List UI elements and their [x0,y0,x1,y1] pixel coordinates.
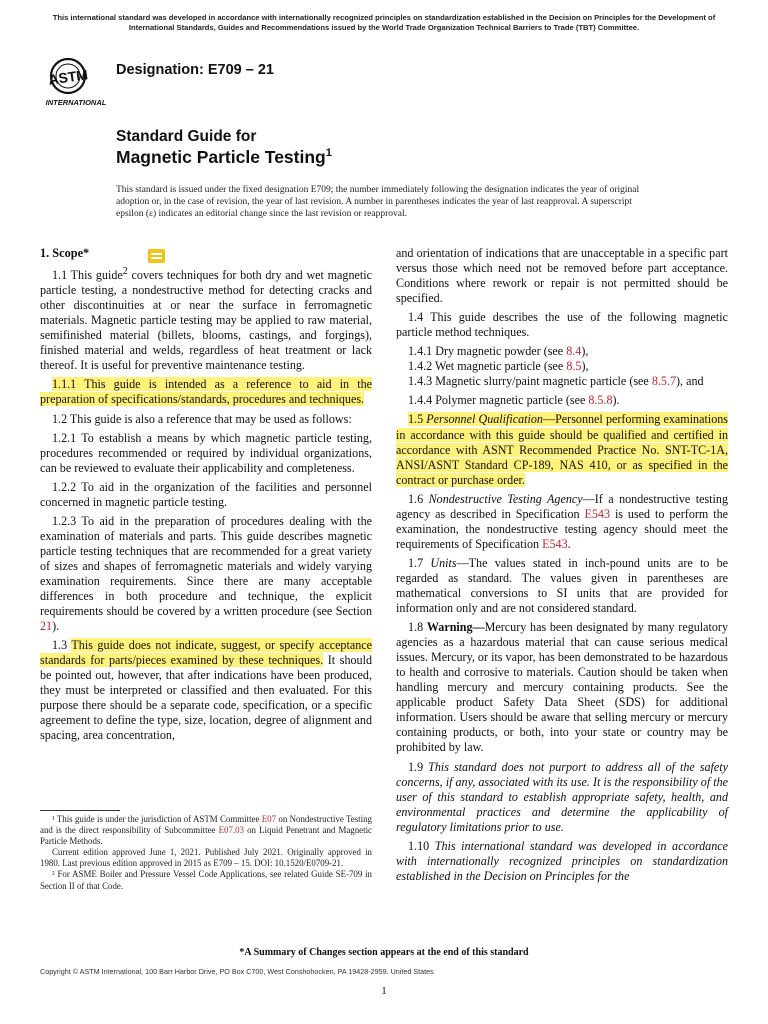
para-1-4-1: 1.4.1 Dry magnetic powder (see 8.4), [408,344,589,359]
ref-link[interactable]: 8.4 [566,344,582,359]
para-1-1: 1.1 This guide$^2$ covers techniques for both dry and wet magnetic particle testing, a nondestructive method for detecting cracks and other discontinuities at or near the surface in ferromagnetic materials. Magnetic particle testing may be applied to raw material, semifinished material (billets, blooms, castings, and forgings), finished material and welds, regardless of heat treatment or lack thereof. It is useful for preventive maintenance testing. [40,266,372,373]
para-1-2-3: 1.2.3 To aid in the preparation of procedures dealing with the examination of materials and parts. This guide describes magnetic particle testing techniques that are recommended for a great variety of sizes and shapes of ferromagnetic materials and widely varying examination requirements. Since there are many acceptable differences in both procedure and technique, the explicit requirements should be covered by a written procedure (see Section 21). [40,513,372,634]
para-1-2-1: 1.2.1 To establish a means by which magnetic particle testing, procedures recommended or required by individual organizations, can be reviewed to evaluate their applicability and completeness. [40,430,372,475]
para-1-8: 1.8 Warning—Mercury has been designated by many regulatory agencies as a hazardous material that can cause serious medical issues. Mercury, or its vapor, has been demonstrated to be hazardous to health and corrosive to materials. Caution should be taken when handling mercury and mercury containing products. See the applicable product Safety Data Sheet (SDS) for additional information. Users should be aware that selling mercury or mercury containing products, or both, into your state or country may be prohibited by law. [396,620,729,755]
svg-text:INTERNATIONAL: INTERNATIONAL [45,98,107,107]
ref-link[interactable]: 8.5.8 [588,393,613,408]
footnote-2: ² For ASME Boiler and Pressure Vessel Code Applications, see related Guide SE-709 in Section II of that Code. [40,869,372,891]
para-1-4-2: 1.4.2 Wet magnetic particle (see 8.5), [408,359,589,374]
committee-link[interactable]: E07 [261,814,277,824]
scope-heading: 1. Scope* [40,246,90,260]
para-1-3: 1.3 This guide does not indicate, suggest, or specify acceptance standards for parts/pieces examined by these techniques. It should be pointed out, however, that after indications have been produced, they must be interpreted or classified and then evaluated. For this purpose there should be a separate code, specification, or a specific agreement to define the type, size, location, degree of alignment and spacing, area concentration, [40,638,372,743]
para-1-4-4: 1.4.4 Polymer magnetic particle (see 8.5.8). [408,393,620,408]
svg-text:ASTM: ASTM [47,66,89,88]
para-1-4: 1.4 This guide describes the use of the following magnetic particle method techniques. [396,310,728,340]
spec-link[interactable]: E543 [542,536,568,551]
summary-note: *A Summary of Changes section appears at the end of this standard [239,947,529,958]
para-1-9: 1.9 This standard does not purport to address all of the safety concerns, if any, associated with its use. It is the responsibility of the user of this standard to establish appropriate safety, health, and environmental practices and determine the applicability of regulatory limitations prior to use. [396,759,728,834]
designation: Designation: E709 – 21 [116,62,274,78]
para-1-10: 1.10 This international standard was developed in accordance with internationally recognized principles on standardization established in the Decision on Principles for the [396,838,729,883]
title-footnote-mark: 1 [325,147,332,160]
right-column [396,246,728,888]
document-title [116,147,332,168]
page-number: 1 [381,985,387,997]
issued-note: This standard is issued under the fixed designation E709; the number immediately following the designation indicates the year of original adoption or, in the case of revision, the year of last revision. A number in parentheses indicates the year of last reapproval. A superscript epsilon (ε) indicates an editorial change since the last revision or reapproval. [116,185,640,219]
copyright: Copyright © ASTM International, 100 Barr Harbor Drive, PO Box C700, West Conshohocken, PA 19428-2959. United States [40,967,434,976]
astm-logo [42,52,110,108]
para-1-2-2: 1.2.2 To aid in the organization of the facilities and personnel concerned in magnetic particle testing. [40,479,372,509]
top-notice: This international standard was developed in accordance with internationally recognized principles on standardization established in the Decision on Principles for the Development of International Standards, Guides and Recommendations issued by the World Trade Organization Technical Barriers to Trade (TBT) Committee. [52,13,716,32]
para-1-3-cont: and orientation of indications that are unacceptable in a specific part versus those which need not be removed before part acceptance. Conditions where rework or repair is not permitted should be specified. [396,246,728,306]
left-column [40,246,372,747]
para-1-1-1: 1.1.1 This guide is intended as a reference to aid in the preparation of specifications/standards, procedures and techniques. [40,377,372,407]
footnotes [40,814,372,892]
para-1-5: 1.5 Personnel Qualification—Personnel performing examinations in accordance with this guide should be qualified and certified in accordance with ASNT Recommended Practice No. SNT-TC-1A, ANSI/ASNT Standard CP-189, NAS 410, or as specified in the contract or purchase order. [396,412,728,487]
title-line1: Standard Guide for [116,128,257,145]
para-1-2: 1.2 This guide is also a reference that may be used as follows: [52,411,352,426]
para-1-7: 1.7 Units—The values stated in inch-pound units are to be regarded as standard. The values given in parentheses are mathematical conversions to SI units that are provided for information only and are not considered standard. [396,555,728,616]
ref-link[interactable]: 8.5 [566,359,582,374]
title-text: Magnetic Particle Testing [116,147,326,167]
footnote-1-edition: Current edition approved June 1, 2021. Published July 2021. Originally approved in 1980. Last previous edition approved in 2015 as E709 – 15. DOI: 10.1520/E0709-21. [40,847,372,869]
ref-link[interactable]: 8.5.7 [651,374,676,389]
section-link[interactable]: 21 [40,619,53,634]
para-1-6: 1.6 Nondestructive Testing Agency—If a nondestructive testing agency as described in Specification E543 is used to perform the examination, the nondestructive testing agency should meet the requirements of Specification E543. [396,491,728,551]
footnote-divider [40,810,120,811]
spec-link[interactable]: E543 [584,506,611,521]
subcommittee-link[interactable]: E07.03 [218,825,244,836]
footnote-1: ¹ This guide is under the jurisdiction of ASTM Committee E07 on Nondestructive Testing and is the direct responsibility of Subcommittee E07.03 on Liquid Penetrant and Magnetic Particle Methods. [40,814,372,847]
para-1-4-3: 1.4.3 Magnetic slurry/paint magnetic particle (see 8.5.7), and [408,374,704,389]
